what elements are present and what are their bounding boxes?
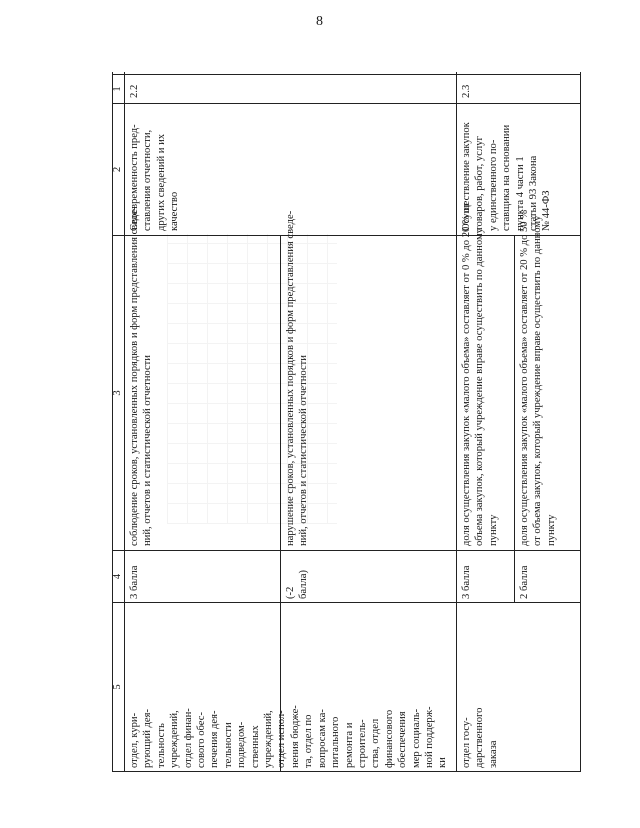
- spacer: [112, 771, 113, 772]
- table-border-right: [112, 74, 581, 75]
- row-2-3-number: 2.3: [461, 84, 472, 98]
- row-2-2-number: 2.2: [129, 84, 140, 98]
- row-divider-2-2-2-3: [456, 72, 457, 772]
- faint-grid-background: [167, 234, 337, 524]
- table-border-bottom: [580, 72, 581, 772]
- header-row-divider: [124, 72, 125, 772]
- row-2-3-score-2: 2 балла: [519, 565, 530, 599]
- row-2-3-criterion: Осуществление закупок товаров, работ, услуг у единственного по- ставщика на основании пункта 4 части 1 статьи 93 Закона № 44-ФЗ: [461, 122, 553, 231]
- col-divider-1-2: [112, 103, 581, 104]
- row-2-2-condition-1: соблюдение сроков, установленных порядков и форм представления сведе- ний, отчетов и статистической отчетности: [129, 206, 154, 546]
- row-2-2-score-1: 3 балла: [129, 565, 140, 599]
- row-2-3-condition-1: доля осуществления закупок «малого объема» составляет от 0 % до 20 % от объема закупок, который учреждение вправе осуществить по данному пункту: [461, 202, 499, 546]
- col-divider-2-3: [112, 235, 581, 236]
- page-number: 8: [316, 14, 323, 29]
- table-border-left: [112, 771, 581, 772]
- header-col-2: 2: [112, 166, 123, 173]
- row-2-2-score-2: (-2 балла): [285, 570, 310, 599]
- row-2-3-condition-2: доля осуществления закупок «малого объема» составляет от 20 % до 50 % от объема закупок, который учреждение вправе осуществить по данному пункту: [519, 209, 557, 546]
- header-col-5: 5: [112, 684, 123, 690]
- subrow-divider-2-3: [514, 235, 515, 602]
- row-2-2-criterion: Своевременность пред- ставления отчетности, других сведений и их качество: [129, 124, 181, 231]
- col-divider-3-4: [112, 550, 581, 551]
- row-2-2-condition-2: нарушение сроков, установленных порядков и форм представления сведе- ний, отчетов и статистической отчетности: [285, 210, 310, 546]
- rotated-table: [112, 72, 582, 772]
- row-2-3-score-1: 3 балла: [461, 565, 472, 599]
- subrow-divider-2-2: [280, 235, 281, 772]
- header-col-1: 1: [112, 86, 123, 92]
- col-divider-4-5: [112, 602, 581, 603]
- header-col-4: 4: [112, 573, 123, 580]
- row-2-2-responsible: отдел, кури- рующий дея- тельность учреждений, отдел финан- сового обес- печения дея- тельности подведом- ственных учреждений, отдел испол- нения бюдже- та, отдел по вопросам ка- питального ремонта и строитель- ства, отдел финансового обеспечения мер социаль- ной поддерж- ки: [129, 705, 449, 768]
- row-2-3-responsible: отдел госу- дарственного заказа: [461, 707, 499, 768]
- header-col-3: 3: [112, 390, 123, 396]
